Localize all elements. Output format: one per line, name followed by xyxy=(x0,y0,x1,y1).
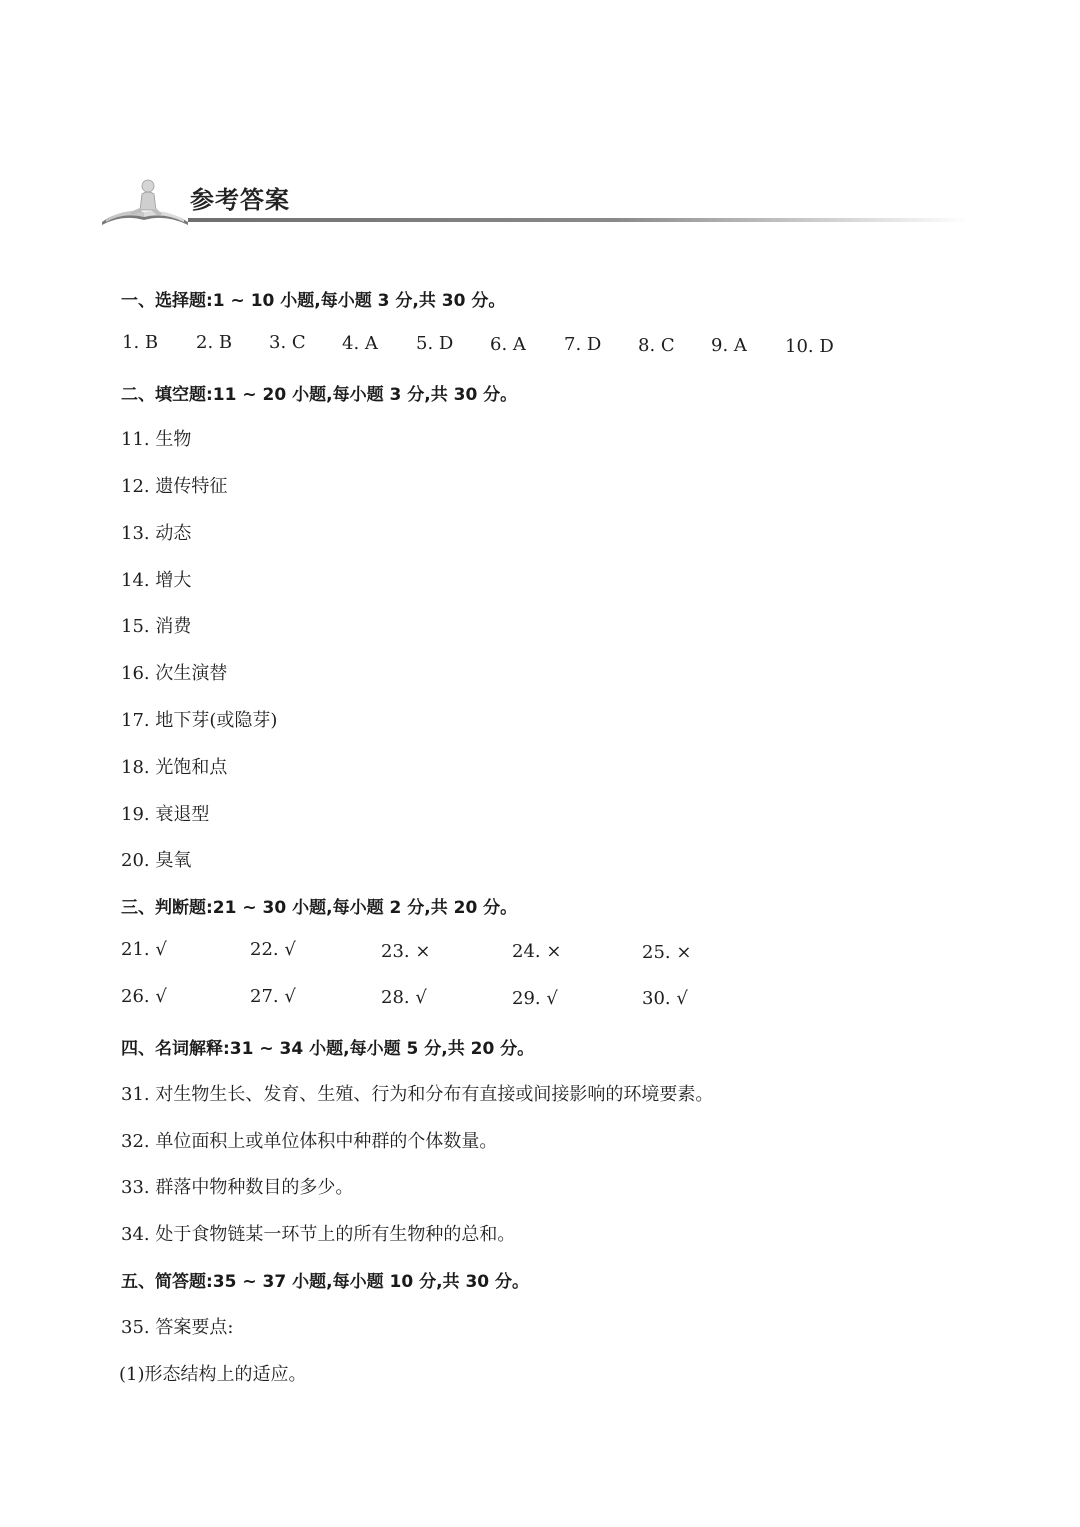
short-answer-line: (1)形态结构上的适应。 xyxy=(119,1364,307,1385)
fill-answer: 12. 遗传特征 xyxy=(121,476,228,497)
page-header xyxy=(100,174,880,234)
judge-answer: 21. √ xyxy=(121,939,167,960)
fill-answer: 15. 消费 xyxy=(121,616,192,637)
choice-answer: 2. B xyxy=(196,332,233,353)
term-answer: 33. 群落中物种数目的多少。 xyxy=(121,1177,354,1198)
judge-answer: 26. √ xyxy=(121,986,167,1007)
judge-answer: 24. × xyxy=(512,941,562,962)
choice-answer: 3. C xyxy=(269,332,306,353)
fill-answer: 19. 衰退型 xyxy=(121,804,210,825)
reading-figure-icon xyxy=(100,178,190,226)
section-heading-judge: 三、判断题:21 ~ 30 小题,每小题 2 分,共 20 分。 xyxy=(121,898,518,918)
choice-answer: 6. A xyxy=(490,334,526,355)
choice-answer: 8. C xyxy=(638,335,675,356)
fill-answer: 16. 次生演替 xyxy=(121,663,228,684)
choice-answer: 5. D xyxy=(416,333,454,354)
term-answer: 34. 处于食物链某一环节上的所有生物种的总和。 xyxy=(121,1224,516,1245)
judge-answer: 23. × xyxy=(381,941,431,962)
fill-answer: 14. 增大 xyxy=(121,570,192,591)
choice-answer: 4. A xyxy=(342,333,378,354)
choice-answer: 7. D xyxy=(564,334,602,355)
judge-answer: 30. √ xyxy=(642,988,688,1009)
title-divider xyxy=(188,218,968,222)
short-answer-line: 35. 答案要点: xyxy=(121,1317,234,1338)
section-heading-fill: 二、填空题:11 ~ 20 小题,每小题 3 分,共 30 分。 xyxy=(121,385,518,405)
page-title: 参考答案 xyxy=(190,186,290,214)
section-heading-terms: 四、名词解释:31 ~ 34 小题,每小题 5 分,共 20 分。 xyxy=(121,1039,535,1059)
section-heading-choice: 一、选择题:1 ~ 10 小题,每小题 3 分,共 30 分。 xyxy=(121,291,506,311)
choice-answer: 9. A xyxy=(711,335,747,356)
fill-answer: 13. 动态 xyxy=(121,523,192,544)
section-heading-short: 五、简答题:35 ~ 37 小题,每小题 10 分,共 30 分。 xyxy=(121,1272,530,1292)
judge-answer: 22. √ xyxy=(250,939,296,960)
fill-answer: 11. 生物 xyxy=(121,429,192,450)
choice-answer: 1. B xyxy=(122,332,159,353)
judge-answer: 27. √ xyxy=(250,986,296,1007)
judge-answer: 25. × xyxy=(642,942,692,963)
choice-answer: 10. D xyxy=(785,336,834,357)
fill-answer: 18. 光饱和点 xyxy=(121,757,228,778)
fill-answer: 17. 地下芽(或隐芽) xyxy=(121,710,278,731)
term-answer: 31. 对生物生长、发育、生殖、行为和分布有直接或间接影响的环境要素。 xyxy=(121,1084,714,1105)
judge-answer: 29. √ xyxy=(512,988,558,1009)
judge-answer: 28. √ xyxy=(381,987,427,1008)
fill-answer: 20. 臭氧 xyxy=(121,850,192,871)
term-answer: 32. 单位面积上或单位体积中种群的个体数量。 xyxy=(121,1131,498,1152)
